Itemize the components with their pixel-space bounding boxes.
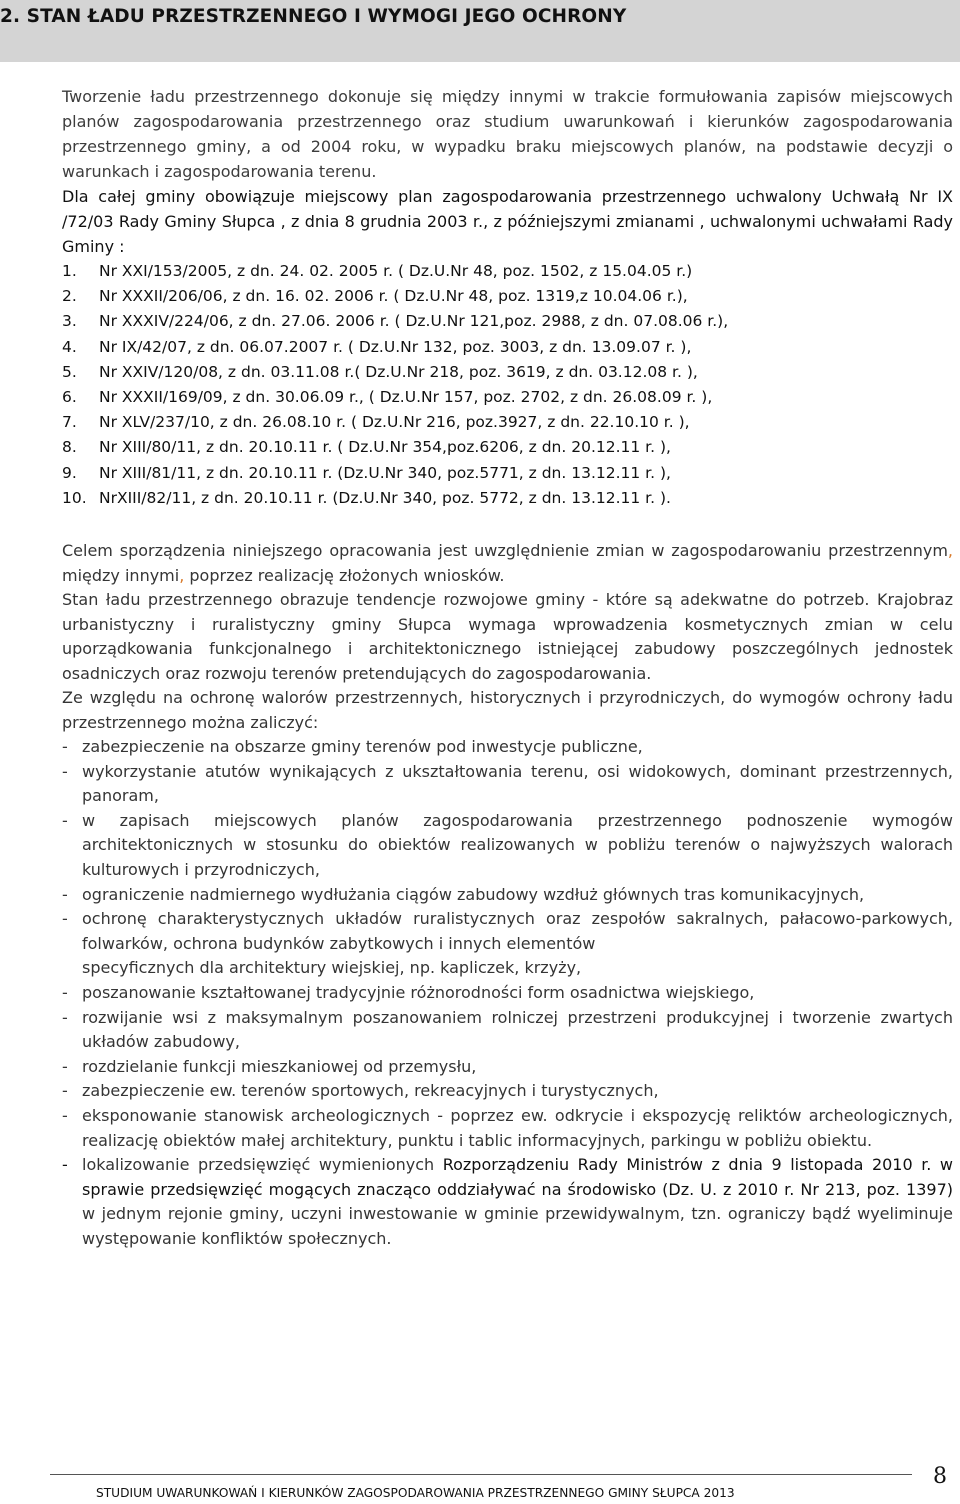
page-content <box>62 84 953 1252</box>
dash-marker: - <box>62 982 68 1002</box>
resolution-text: Nr XXXII/206/06, z dn. 16. 02. 2006 r. ( Dz.U.Nr 48, poz. 1319,z 10.04.06 r.), <box>99 287 688 306</box>
list-item <box>62 883 953 908</box>
purpose-text-3: poprzez realizację złożonych wniosków. <box>184 565 505 585</box>
purpose-comma-1: , <box>947 541 953 561</box>
list-item <box>62 1006 953 1055</box>
resolution-number: 2. <box>62 287 77 306</box>
resolution-item <box>62 360 953 385</box>
dash-marker <box>62 956 82 981</box>
dash-marker: - <box>62 737 68 757</box>
list-item <box>62 1079 953 1104</box>
dash-marker: - <box>62 1056 68 1076</box>
purpose-comma-2: , <box>179 565 185 585</box>
resolution-number: 9. <box>62 463 77 482</box>
resolution-number: 7. <box>62 413 77 432</box>
resolution-text: Nr XLV/237/10, z dn. 26.08.10 r. ( Dz.U.Nr 216, poz.3927, z dn. 22.10.10 r. ), <box>99 413 690 432</box>
dash-marker: - <box>62 810 68 830</box>
dash-marker: - <box>62 1007 68 1027</box>
list-item <box>62 760 953 809</box>
resolution-text: Nr IX/42/07, z dn. 06.07.2007 r. ( Dz.U.Nr 132, poz. 3003, z dn. 13.09.07 r. ), <box>99 337 692 356</box>
purpose-text-2: między innymi <box>62 565 180 585</box>
dash-marker: - <box>62 909 68 929</box>
resolution-item <box>62 259 953 284</box>
resolution-text: Nr XIII/81/11, z dn. 20.10.11 r. (Dz.U.Nr 340, poz.5771, z dn. 13.12.11 r. ), <box>99 463 671 482</box>
dash-marker: - <box>62 884 68 904</box>
resolution-item <box>62 486 953 511</box>
dash-marker: - <box>62 1105 68 1125</box>
resolution-item <box>62 435 953 460</box>
list-item <box>62 1055 953 1080</box>
resolution-item <box>62 284 953 309</box>
footer-title: STUDIUM UWARUNKOWAŃ I KIERUNKÓW ZAGOSPODAROWANIA PRZESTRZENNEGO GMINY SŁUPCA 2013 <box>96 1486 735 1500</box>
resolution-number: 3. <box>62 312 77 331</box>
resolution-text: Nr XXI/153/2005, z dn. 24. 02. 2005 r. ( Dz.U.Nr 48, poz. 1502, z 15.04.05 r.) <box>99 262 693 280</box>
plan-paragraph: Dla całej gminy obowiązuje miejscowy plan zagospodarowania przestrzennego uchwalony Uchwałą Nr IX /72/03 Rady Gminy Słupca , z dnia 8 grudnia 2003 r., z późniejszymi zmianami , uchwalonymi uchwałami Rady Gminy : <box>62 187 953 256</box>
resolution-item <box>62 309 953 334</box>
section-header-band <box>0 0 960 62</box>
dash-marker: - <box>62 761 68 781</box>
resolution-number: 4. <box>62 337 77 356</box>
list-item-text: rozwijanie wsi z maksymalnym poszanowaniem rolniczej przestrzeni produkcyjnej i tworzenie zwartych układów zabudowy, <box>82 1007 953 1052</box>
list-item-text: wykorzystanie atutów wynikających z ukształtowania terenu, osi widokowych, dominant przestrzennych, panoram, <box>82 761 953 806</box>
resolution-text: Nr XXXIV/224/06, z dn. 27.06. 2006 r. ( Dz.U.Nr 121,poz. 2988, z dn. 07.08.06 r.), <box>99 312 729 331</box>
resolution-number: 6. <box>62 388 77 407</box>
spacer <box>62 511 953 539</box>
resolutions-list <box>62 259 953 511</box>
last-req-text-2: Rozporządzeniu Rady Ministrów z dnia 9 listopada 2010 r. w sprawie przedsięwzięć mogących znacząco oddziaływać na środowisko (Dz. U. z 2010 r. Nr 213, poz. 1397) <box>82 1155 953 1199</box>
list-item-text: w zapisach miejscowych planów zagospodarowania przestrzennego podnoszenie wymogów architektonicznych w stosunku do obiektów realizowanych w pobliżu terenów o najwyższych walorach kulturowych i przyrodniczych, <box>82 810 953 879</box>
footer-divider <box>50 1474 912 1475</box>
list-item-text: zabezpieczenie ew. terenów sportowych, rekreacyjnych i turystycznych, <box>82 1081 659 1101</box>
list-item-text: specyficznych dla architektury wiejskiej, np. kapliczek, krzyży, <box>82 958 582 978</box>
resolution-item <box>62 335 953 360</box>
dash-marker: - <box>62 1081 68 1101</box>
purpose-paragraph <box>62 539 953 588</box>
list-item <box>62 735 953 760</box>
list-item <box>62 956 953 981</box>
purpose-text-1: Celem sporządzenia niniejszego opracowania jest uwzględnienie zmian w zagospodarowaniu przestrzennym <box>62 541 948 561</box>
resolution-number: 8. <box>62 438 77 457</box>
list-item-text <box>82 1153 953 1251</box>
requirements-list <box>62 735 953 1153</box>
resolution-item <box>62 461 953 486</box>
list-item <box>62 809 953 883</box>
dash-marker: - <box>62 1155 68 1175</box>
list-item <box>62 981 953 1006</box>
resolution-text: Nr XIII/80/11, z dn. 20.10.11 r. ( Dz.U.Nr 354,poz.6206, z dn. 20.12.11 r. ), <box>99 438 671 457</box>
list-item-text: eksponowanie stanowisk archeologicznych - poprzez ew. odkrycie i ekspozycję reliktów archeologicznych, realizację obiektów małej architektury, punktu i tablic informacyjnych, parkingu w pobliżu obiektu. <box>82 1105 953 1150</box>
resolution-text: Nr XXIV/120/08, z dn. 03.11.08 r.( Dz.U.Nr 218, poz. 3619, z dn. 03.12.08 r. ), <box>99 362 698 381</box>
list-item-text: rozdzielanie funkcji mieszkaniowej od przemysłu, <box>82 1056 477 1076</box>
last-req-text-1: lokalizowanie przedsięwzięć wymienionych <box>82 1155 443 1175</box>
list-item-text: ochronę charakterystycznych układów ruralistycznych oraz zespołów sakralnych, pałacowo-parkowych, folwarków, ochrona budynków zabytkowych i innych elementów <box>82 909 953 953</box>
state-paragraph: Stan ładu przestrzennego obrazuje tendencje rozwojowe gminy - które są adekwatne do potrzeb. Krajobraz urbanistyczny i ruralistyczny gminy Słupca wymaga wprowadzenia kosmetycznych zmian w celu uporządkowania funkcjonalnego i architektonicznego istniejącej zabudowy poszczególnych jednostek osadniczych oraz rozwoju terenów pretendujących do zagospodarowania. <box>62 590 953 683</box>
last-requirement-list <box>62 1153 953 1251</box>
resolution-item <box>62 410 953 435</box>
resolution-text: NrXIII/82/11, z dn. 20.10.11 r. (Dz.U.Nr 340, poz. 5772, z dn. 13.12.11 r. ). <box>99 488 671 507</box>
resolution-text: Nr XXXII/169/09, z dn. 30.06.09 r., ( Dz.U.Nr 157, poz. 2702, z dn. 26.08.09 r. ), <box>99 388 713 407</box>
list-item-text: zabezpieczenie na obszarze gminy terenów pod inwestycje publiczne, <box>82 737 643 757</box>
last-req-text-3: w jednym rejonie gminy, uczyni inwestowanie w gminie przewidywalnym, tzn. ograniczy bądź wyeliminuje występowanie konfliktów społecznych. <box>82 1204 953 1248</box>
page-number: 8 <box>933 1464 947 1489</box>
resolution-number: 5. <box>62 362 77 381</box>
intro-paragraph: Tworzenie ładu przestrzennego dokonuje się między innymi w trakcie formułowania zapisów miejscowych planów zagospodarowania przestrzennego oraz studium uwarunkowań i kierunków zagospodarowania przestrzennego gminy, a od 2004 roku, w wypadku braku miejscowych planów, na podstawie decyzji o warunkach i zagospodarowania terenu. <box>62 87 953 181</box>
resolution-item <box>62 385 953 410</box>
resolution-number: 1. <box>62 262 77 280</box>
resolution-number: 10. <box>62 488 87 507</box>
list-item-text: poszanowanie kształtowanej tradycyjnie różnorodności form osadnictwa wiejskiego, <box>82 982 755 1002</box>
requirements-intro: Ze względu na ochronę walorów przestrzennych, historycznych i przyrodniczych, do wymogów ochrony ładu przestrzennego można zaliczyć: <box>62 688 953 732</box>
section-title: 2. STAN ŁADU PRZESTRZENNEGO I WYMOGI JEGO OCHRONY <box>0 6 627 27</box>
list-item-text: ograniczenie nadmiernego wydłużania ciągów zabudowy wzdłuż głównych tras komunikacyjnych, <box>82 884 865 904</box>
list-item <box>62 1153 953 1251</box>
list-item <box>62 1104 953 1153</box>
list-item <box>62 907 953 956</box>
